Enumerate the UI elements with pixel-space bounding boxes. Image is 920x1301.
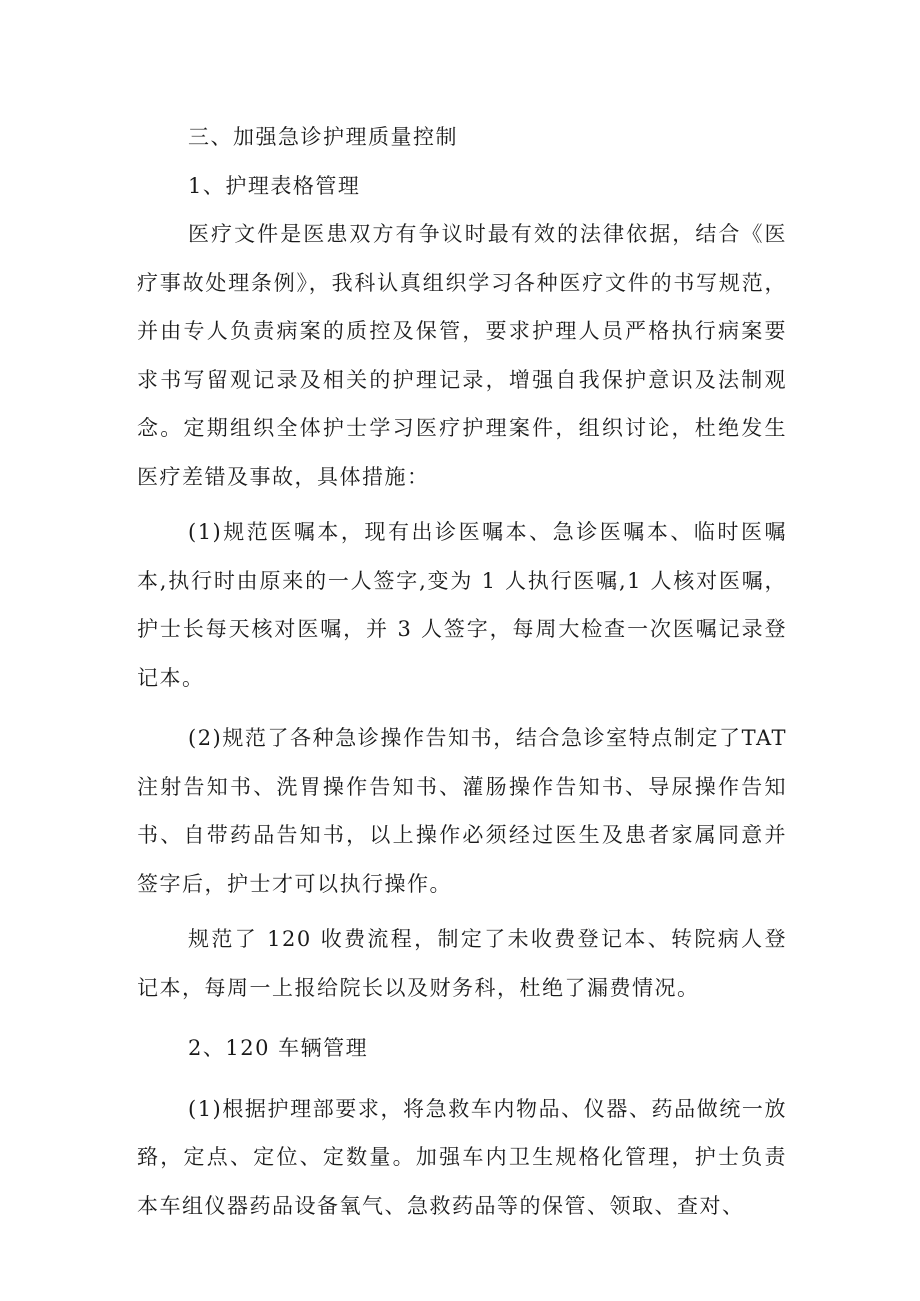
list-item-3: (1)根据护理部要求，将急救车内物品、仪器、药品做统一放臵，定点、定位、定数量。加强车内卫生规格化管理，护士负责本车组仪器药品设备氧气、急救药品等的保管、领取、查对、: [137, 1096, 787, 1218]
section-title: 三、加强急诊护理质量控制: [188, 125, 458, 149]
document-body: [137, 113, 787, 1230]
paragraph-120-fees: 规范了 120 收费流程，制定了未收费登记本、转院病人登记本，每周一上报给院长以及财务科，杜绝了漏费情况。: [137, 927, 787, 1000]
list-item-1: (1)规范医嘱本，现有出诊医嘱本、急诊医嘱本、临时医嘱本,执行时由原来的一人签字,变为 1 人执行医嘱,1 人核对医嘱，护士长每天核对医嘱，并 3 人签字，每周大检查一次医嘱记录登记本。: [137, 520, 787, 690]
subsection-title-1: 1、护理表格管理: [188, 173, 361, 198]
list-item-2: (2)规范了各种急诊操作告知书，结合急诊室特点制定了TAT 注射告知书、洗胃操作告知书、灌肠操作告知书、导尿操作告知书、自带药品告知书，以上操作必须经过医生及患者家属同意并签字后，护士才可以执行操作。: [137, 726, 787, 896]
subsection-title-2: 2、120 车辆管理: [188, 1036, 369, 1060]
paragraph-medical-documents: 医疗文件是医患双方有争议时最有效的法律依据，结合《医疗事故处理条例》，我科认真组织学习各种医疗文件的书写规范，并由专人负责病案的质控及保管，要求护理人员严格执行病案要求书写留观记录及相关的护理记录，增强自我保护意识及法制观念。定期组织全体护士学习医疗护理案件，组织讨论，杜绝发生医疗差错及事故，具体措施：: [137, 222, 787, 489]
